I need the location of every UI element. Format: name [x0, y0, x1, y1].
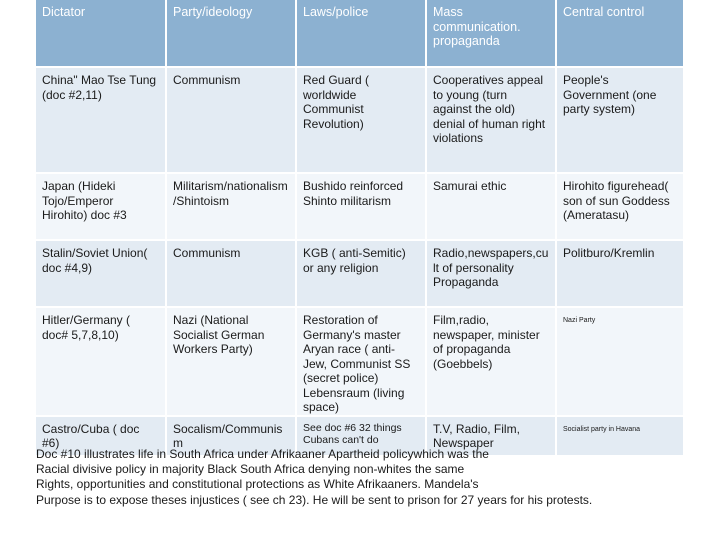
- cell-laws: KGB ( anti-Semitic) or any religion: [296, 240, 426, 307]
- cell-control: People's Government (one party system): [556, 67, 684, 173]
- cell-dictator: Japan (Hideki Tojo/Emperor Hirohito) doc #3: [36, 173, 166, 240]
- table-row: [36, 67, 684, 173]
- cell-communication: Film,radio, newspaper, minister of propaganda (Goebbels): [426, 307, 556, 416]
- footer-line: Rights, opportunities and constitutional protections as White Afrikaaners. Mandela's: [36, 477, 479, 492]
- table-row: [36, 240, 684, 307]
- cell-party: Communism: [166, 67, 296, 173]
- cell-control: Hirohito figurehead( son of sun Goddess (Ameratasu): [556, 173, 684, 240]
- cell-dictator: China" Mao Tse Tung (doc #2,11): [36, 67, 166, 173]
- cell-control: Politburo/Kremlin: [556, 240, 684, 307]
- table-row: [36, 307, 684, 416]
- table-row: [36, 173, 684, 240]
- cell-dictator: Hitler/Germany ( doc# 5,7,8,10): [36, 307, 166, 416]
- header-party-ideology: Party/ideology: [166, 0, 296, 67]
- cell-laws: Bushido reinforced Shinto militarism: [296, 173, 426, 240]
- cell-party: Nazi (National Socialist German Workers Party): [166, 307, 296, 416]
- cell-party: Communism: [166, 240, 296, 307]
- cell-communication: Radio,newspapers,cu lt of personality Propaganda: [426, 240, 556, 307]
- cell-communication: Cooperatives appeal to young (turn against the old) denial of human right violations: [426, 67, 556, 173]
- cell-dictator: Castro/Cuba ( doc #6): [36, 416, 166, 456]
- cell-party: Socalism/Communis m: [166, 416, 296, 456]
- apartheid-note: [36, 447, 684, 508]
- dictators-table: [36, 0, 685, 457]
- footer-line: Doc #10 illustrates life in South Africa under Afrikaaner Apartheid policywhich was the: [36, 447, 489, 461]
- cell-party: Militarism/nationalism /Shintoism: [166, 173, 296, 240]
- footer-line: Purpose is to expose theses injustices ( see ch 23). He will be sent to prison for 27 years for his protests.: [36, 492, 593, 507]
- header-central-control: Central control: [556, 0, 684, 67]
- cell-laws: Restoration of Germany's master Aryan race ( anti-Jew, Communist SS (secret police) Lebensraum (living space): [296, 307, 426, 416]
- cell-laws: Red Guard ( worldwide Communist Revolution): [296, 67, 426, 173]
- cell-communication: T.V, Radio, Film, Newspaper: [426, 416, 556, 456]
- cell-control: Socialist party in Havana: [556, 416, 684, 456]
- cell-communication: Samurai ethic: [426, 173, 556, 240]
- footer-line: Racial divisive policy in majority Black South Africa denying non-whites the same: [36, 462, 465, 477]
- header-laws-police: Laws/police: [296, 0, 426, 67]
- table-header-row: [36, 0, 684, 67]
- cell-control: Nazi Party: [556, 307, 684, 416]
- cell-dictator: Stalin/Soviet Union( doc #4,9): [36, 240, 166, 307]
- header-dictator: Dictator: [36, 0, 166, 67]
- header-mass-communication: Mass communication. propaganda: [426, 0, 556, 67]
- cell-laws: See doc #6 32 things Cubans can't do: [296, 416, 426, 456]
